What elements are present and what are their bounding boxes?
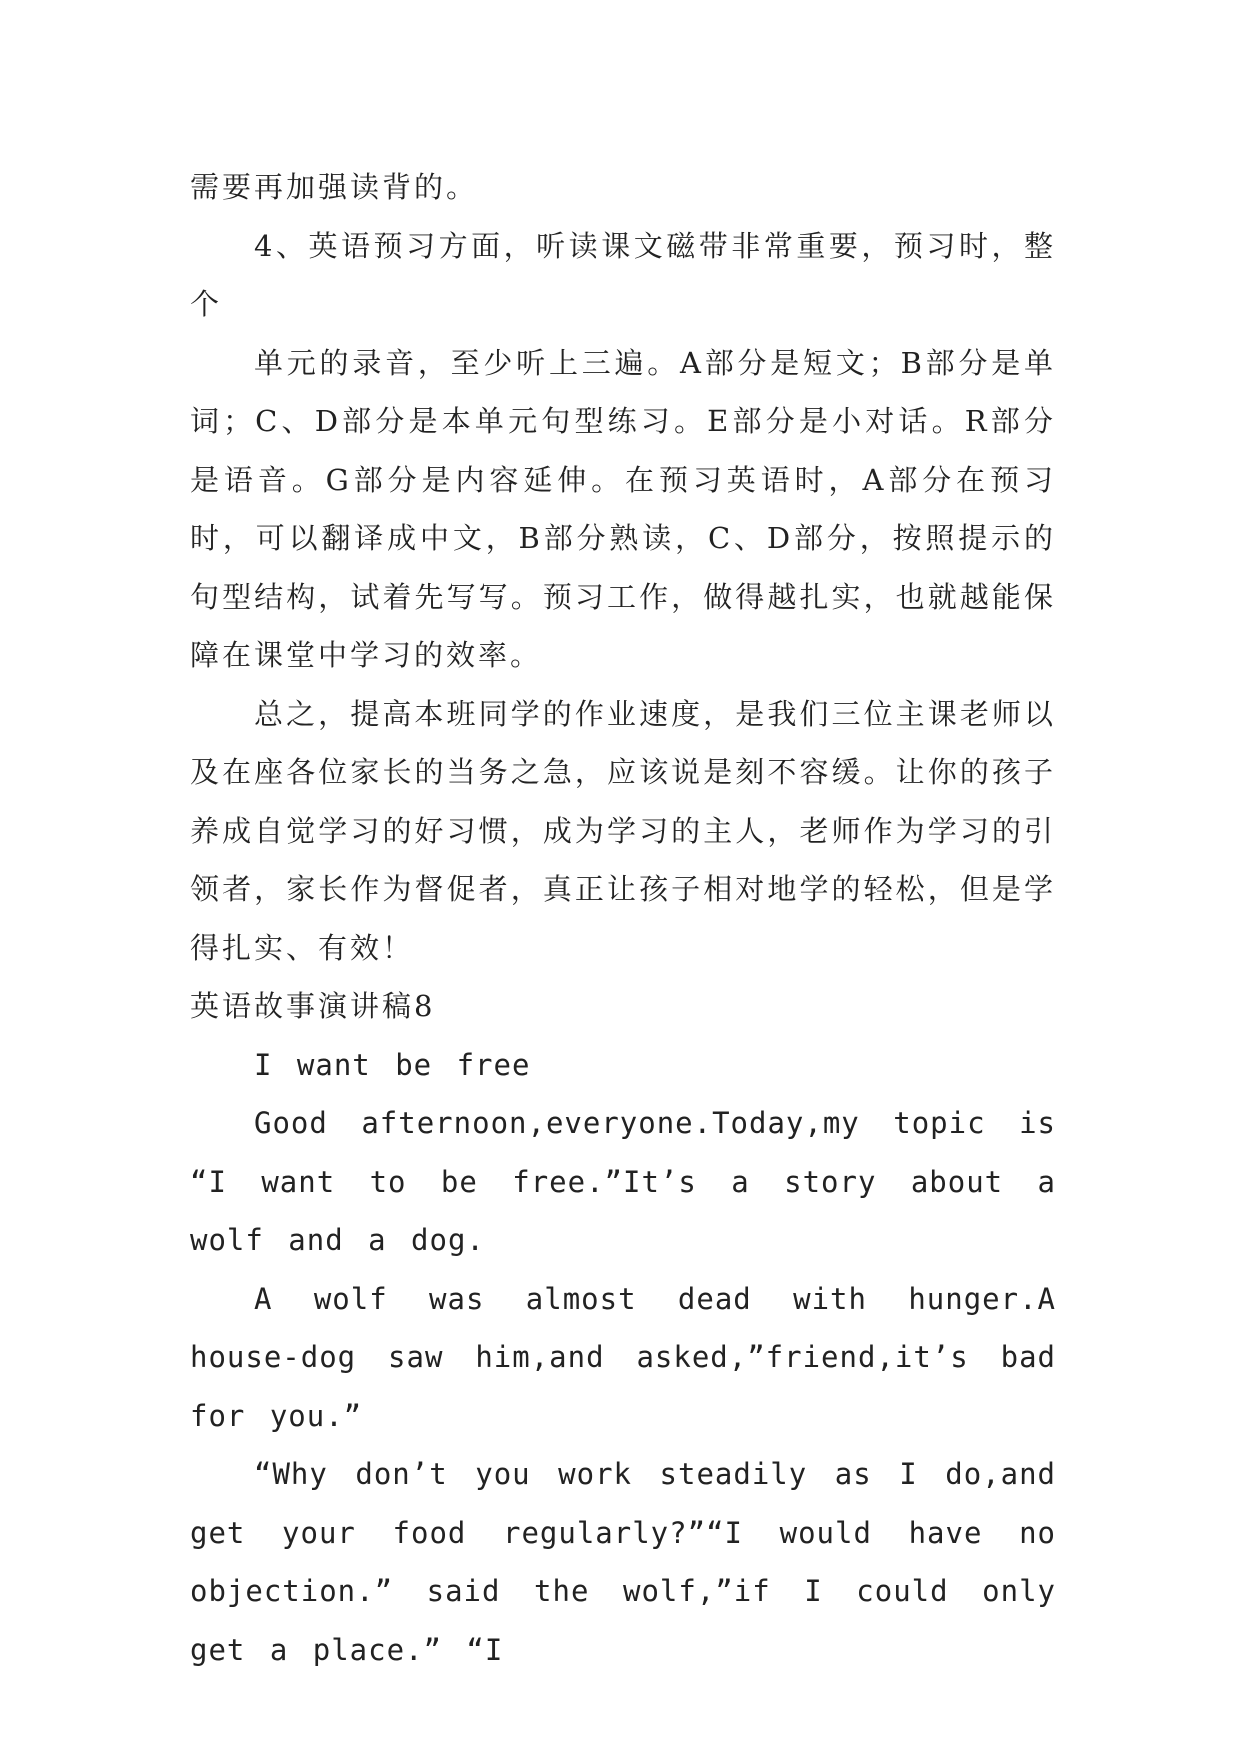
paragraph-english-preview-tip: 4、英语预习方面，听读课文磁带非常重要，预习时，整个 <box>190 228 1056 321</box>
paragraph-continuation: 需要再加强读背的。 <box>190 170 479 204</box>
section-title: 英语故事演讲稿8 <box>190 989 436 1023</box>
paragraph-unit-recording: 单元的录音，至少听上三遍。A部分是短文；B部分是单词；C、D部分是本单元句型练习。E部分是小对话。R部分是语音。G部分是内容延伸。在预习英语时，A部分在预习时，可以翻译成中文，B部分熟读，C、D部分，按照提示的句型结构，试着先写写。预习工作，做得越扎实，也就越能保障在课堂中学习的效率。 <box>190 345 1056 672</box>
paragraph-summary: 总之，提高本班同学的作业速度，是我们三位主课老师以及在座各位家长的当务之急，应该说是刻不容缓。让你的孩子养成自觉学习的好习惯，成为学习的主人，老师作为学习的引领者，家长作为督促者，真正让孩子相对地学的轻松，但是学得扎实、有效！ <box>190 696 1056 965</box>
english-paragraph-wolf: A wolf was almost dead with hunger.A house-dog saw him,and asked,”friend,it’s bad for you.” <box>190 1281 1056 1433</box>
english-paragraph-intro: Good afternoon,everyone.Today,my topic is “I want to be free.”It’s a story about a wolf and a dog. <box>190 1106 1056 1257</box>
document-page <box>190 158 1056 1679</box>
english-paragraph-dialogue: “Why don’t you work steadily as I do,and get your food regularly?”“I would have no objection.” said the wolf,”if I could only get a place.” “I <box>190 1457 1056 1667</box>
story-title: I want be free <box>254 1047 531 1082</box>
